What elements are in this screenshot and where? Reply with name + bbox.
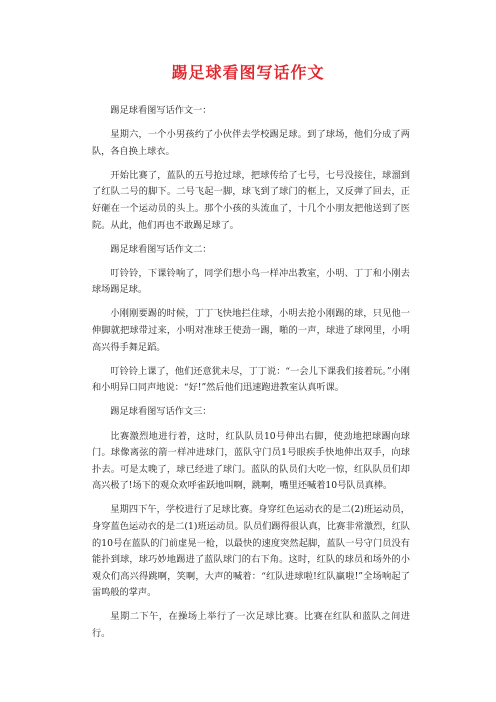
section-heading: 踢足球看图写话作文一： [110,105,212,116]
paragraph: 星期六，一个小男孩约了小伙伴去学校踢足球。到了球场，他们分成了两队，各自换上球衣。 [92,129,410,157]
paragraph: 比赛激烈地进行着，这时，红队队员10号伸出右脚，使劲地把球踢向球门。球像离弦的箭一样冲进球门，蓝队守门员1号眼疾手快地伸出双手，向球扑去。可是太晚了，球已经进了球门。蓝队的队员们大吃一惊，红队队员们却高兴极了!场下的观众欢呼雀跃地叫啊，跳啊，嘴里还喊着10号队员真棒。 [92,430,410,492]
paragraph: 叮铃铃，下课铃响了，同学们想小鸟一样冲出教室，小明、丁丁和小刚去球场踢足球。 [92,267,410,296]
paragraph: 星期二下午，在操场上举行了一次足球比赛。比赛在红队和蓝队之间进行。 [92,611,410,640]
paragraph: 叮铃铃上课了，他们还意犹未尽，丁丁说：“一会儿下课我们接着玩。”小刚和小明异口同声地说：“好!”然后他们迅速跑进教室认真听课。 [92,365,410,394]
document-body [92,103,410,650]
section-heading: 踢足球看图写话作文二： [110,243,212,255]
paragraph: 星期四下午，学校进行了足球比赛。身穿红色运动衣的是二(2)班运动员，身穿蓝色运动衣的是二(1)班运动员。队员们踢得很认真，比赛非常激烈，红队的10号在蓝队的门前虚晃一枪，以最快的速度突然起脚，蓝队一号守门员没有能扑到球，球巧妙地踢进了蓝队球门的右下角。这时，红队的球员和场外的小观众们高兴得跳啊，笑啊，大声的喊着：“红队进球啦!红队赢啦!”全场响起了雷鸣般的掌声。 [92,504,410,599]
section-heading: 踢足球看图写话作文三： [110,406,212,418]
document-title: 踢足球看图写话作文 [171,63,325,82]
paragraph: 小刚刚要踢的时候，丁丁飞快地拦住球，小明去抢小刚踢的球，只见他一伸脚就把球带过来，小明对准球王使劲一踢，啪的一声，球进了球网里，小明高兴得手舞足蹈。 [92,308,410,353]
paragraph: 开始比赛了，蓝队的五号抢过球，把球传给了七号，七号没接住，球溜到了红队二号的脚下。二号飞起一脚，球飞到了球门的框上，又反弹了回去，正好砸在一个运动员的头上。那个小孩的头流血了，十几个小朋友把他送到了医院。从此，他们再也不敢踢足球了。 [92,169,410,231]
